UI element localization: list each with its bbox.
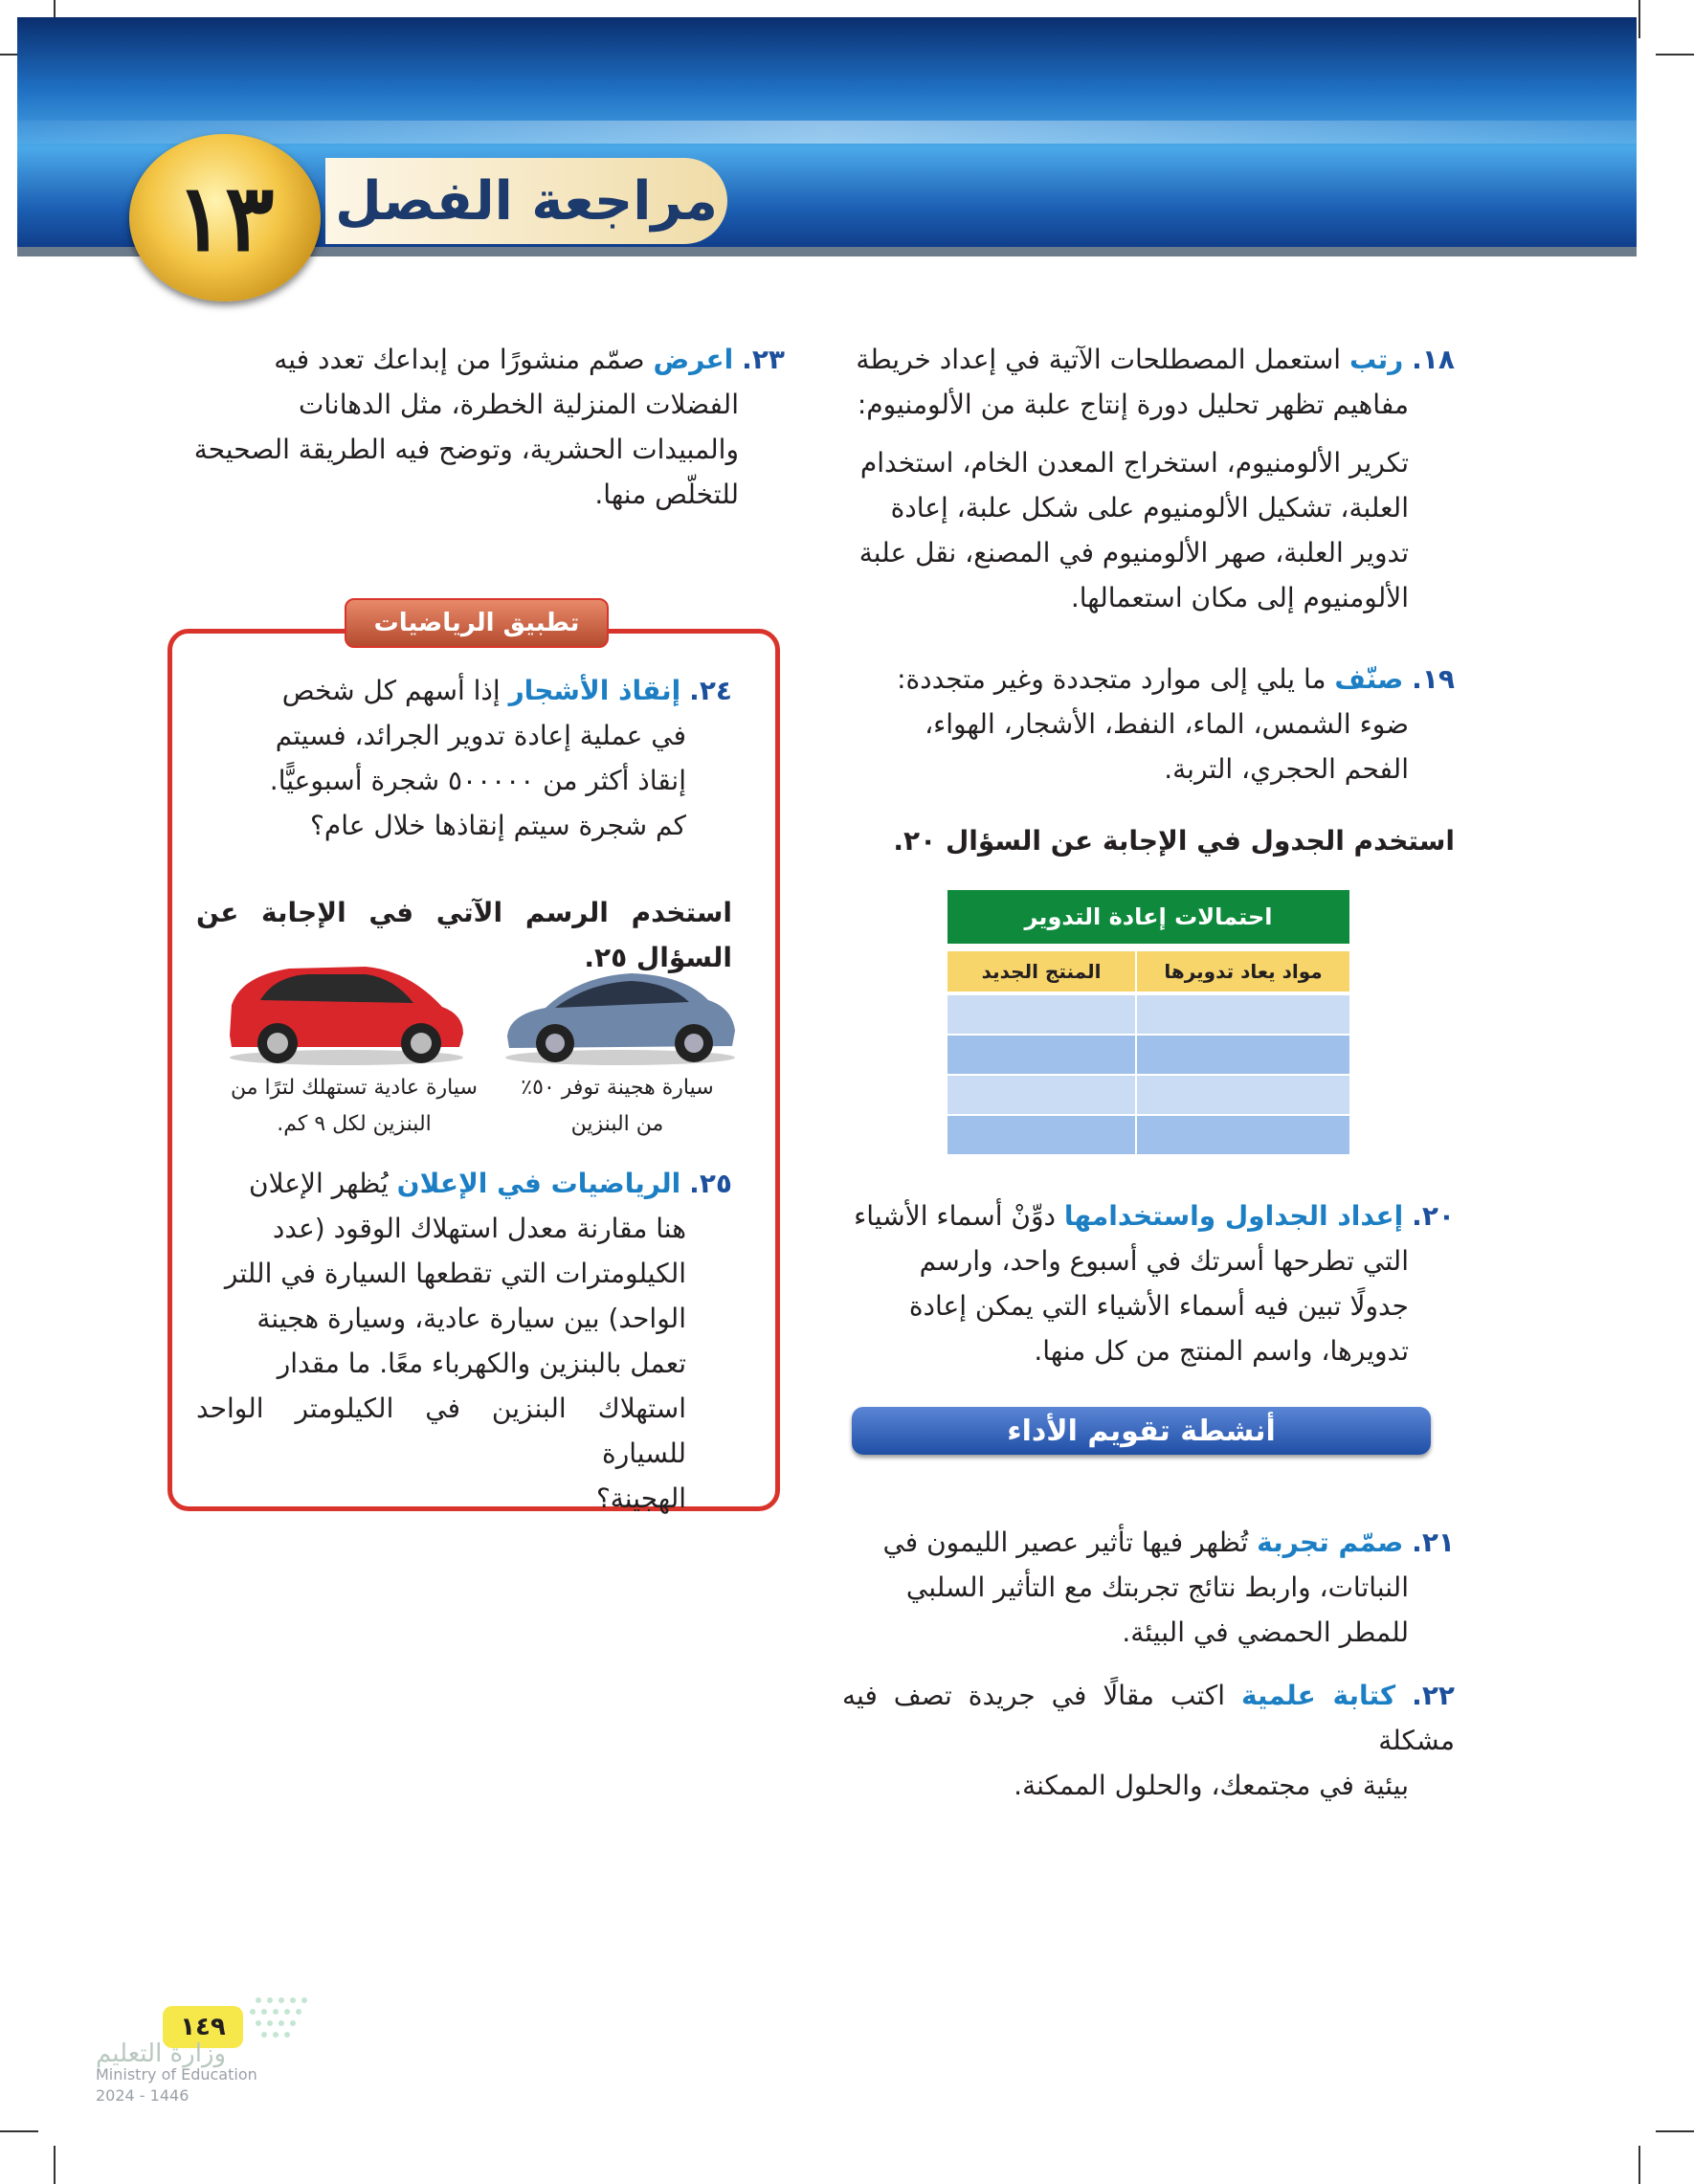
question-23 xyxy=(172,337,785,517)
question-keyword: رتب xyxy=(1349,344,1404,375)
caption-line: البنزين لكل ٩ كم. xyxy=(277,1112,432,1136)
table-cell xyxy=(947,1076,1135,1114)
question-text: اكتب مقالًا في جريدة تصف فيه مشكلة xyxy=(842,1680,1455,1756)
table-header-materials: مواد يعاد تدويرها xyxy=(1137,951,1349,992)
crop-mark xyxy=(1656,2130,1694,2132)
crop-mark xyxy=(1638,2146,1640,2184)
page-number: ١٤٩ xyxy=(163,2006,243,2048)
chapter-number: ١٣ xyxy=(175,164,275,272)
question-21 xyxy=(842,1520,1455,1655)
crop-mark xyxy=(54,2146,56,2184)
question-number: ١٨. xyxy=(1412,344,1455,375)
table-cell xyxy=(947,1036,1135,1074)
question-text: جدولًا تبين فيه أسماء الأشياء التي يمكن إعادة xyxy=(908,1290,1409,1322)
question-text: استهلاك البنزين في الكيلومتر الواحد للسيارة xyxy=(196,1393,686,1469)
question-keyword: صنّف xyxy=(1334,663,1404,695)
terms-line: تكرير الألومنيوم، استخراج المعدن الخام، استخدام xyxy=(859,447,1409,479)
question-text: النباتات، واربط نتائج تجربتك مع التأثير السلبي xyxy=(905,1571,1409,1603)
question-text: بيئية في مجتمعك، والحلول الممكنة. xyxy=(1014,1770,1409,1801)
table-cell xyxy=(1137,1036,1349,1074)
question-keyword: صمّم تجربة xyxy=(1257,1527,1404,1558)
question-text: والمبيدات الحشرية، وتوضح فيه الطريقة الصحيحة xyxy=(193,434,739,465)
crop-mark xyxy=(1638,0,1640,38)
ministry-year: 2024 - 1446 xyxy=(96,2086,189,2105)
hybrid-car-image xyxy=(498,962,742,1067)
crop-mark xyxy=(0,2130,38,2132)
question-text: في عملية إعادة تدوير الجرائد، فسيتم xyxy=(275,720,686,751)
question-text: إنقاذ أكثر من ٥٠٠٠٠٠ شجرة أسبوعيًّا. xyxy=(269,765,686,796)
terms-line: تدوير العلبة، صهر الألومنيوم في المصنع، نقل علبة xyxy=(858,537,1409,568)
question-number: ٢٠. xyxy=(1412,1200,1455,1232)
question-text: الفضلات المنزلية الخطرة، مثل الدهانات xyxy=(299,389,739,420)
q21-line xyxy=(842,1520,1455,1565)
question-text: إذا أسهم كل شخص xyxy=(281,675,501,706)
question-text: كم شجرة سيتم إنقاذها خلال عام؟ xyxy=(310,810,686,841)
q20-line xyxy=(842,1193,1455,1238)
question-19 xyxy=(842,657,1455,791)
question-text: الفحم الحجري، التربة. xyxy=(1164,753,1409,785)
question-22 xyxy=(842,1673,1455,1808)
figure-instruction: استخدم الرسم الآتي في الإجابة عن السؤال ٢٥. xyxy=(196,897,732,973)
table-instruction: استخدم الجدول في الإجابة عن السؤال ٢٠. xyxy=(893,825,1455,857)
question-20 xyxy=(842,1193,1455,1373)
q18-line xyxy=(842,337,1455,382)
table-title: احتمالات إعادة التدوير xyxy=(947,890,1349,944)
question-25 xyxy=(196,1161,732,1521)
q24-line xyxy=(196,668,732,713)
question-keyword: كتابة علمية xyxy=(1240,1680,1396,1711)
table-cell xyxy=(1137,1116,1349,1154)
question-text: الكيلومترات التي تقطعها السيارة في اللتر xyxy=(224,1258,686,1289)
q25-line xyxy=(196,1161,732,1206)
question-number: ١٩. xyxy=(1412,663,1455,695)
question-text: للتخلّص منها. xyxy=(594,479,739,510)
caption-line: سيارة هجينة توفر ٥٠٪ xyxy=(521,1076,714,1100)
question-text: الواحد) بين سيارة عادية، وسيارة هجينة xyxy=(256,1303,686,1334)
question-text: دوِّنْ أسماء الأشياء xyxy=(854,1200,1056,1232)
question-18 xyxy=(842,337,1455,620)
regular-car-caption xyxy=(215,1070,493,1143)
question-keyword: الرياضيات في الإعلان xyxy=(396,1168,681,1199)
question-text: تدويرها، واسم المنتج من كل منها. xyxy=(1034,1335,1409,1367)
table-header-product: المنتج الجديد xyxy=(947,951,1135,992)
question-text: تُظهر فيها تأثير عصير الليمون في xyxy=(882,1527,1249,1558)
chapter-number-badge xyxy=(129,134,321,301)
chapter-title: مراجعة الفصل xyxy=(325,158,727,244)
recycling-table xyxy=(947,890,1349,1161)
caption-line: من البنزين xyxy=(570,1112,664,1136)
question-text: استعمل المصطلحات الآتية في إعداد خريطة xyxy=(856,344,1342,375)
terms-line: الألومنيوم إلى مكان استعمالها. xyxy=(1070,582,1409,613)
q23-line xyxy=(172,337,785,382)
question-text: تعمل بالبنزين والكهرباء معًا. ما مقدار xyxy=(277,1348,686,1379)
crop-mark xyxy=(1656,54,1694,56)
table-cell xyxy=(1137,1076,1349,1114)
question-text: الهجينة؟ xyxy=(595,1482,686,1514)
regular-car-image xyxy=(222,957,471,1067)
question-number: ٢٤. xyxy=(689,675,732,706)
table-cell xyxy=(947,995,1135,1034)
question-text: للمطر الحمضي في البيئة. xyxy=(1122,1616,1409,1648)
question-text: صمّم منشورًا من إبداعك تعدد فيه xyxy=(274,344,645,375)
hybrid-car-caption xyxy=(493,1070,742,1143)
table-cell xyxy=(947,1116,1135,1154)
math-application-tab: تطبيق الرياضيات xyxy=(345,598,609,648)
performance-activities-title: أنشطة تقويم الأداء xyxy=(852,1407,1431,1455)
question-text: ما يلي إلى موارد متجددة وغير متجددة: xyxy=(897,663,1326,695)
ministry-name-en: Ministry of Education xyxy=(96,2065,257,2084)
question-number: ٢١. xyxy=(1412,1527,1455,1558)
terms-block xyxy=(842,440,1455,620)
terms-line: العلبة، تشكيل الألومنيوم على شكل علبة، إعادة xyxy=(890,492,1409,524)
question-text: هنا مقارنة معدل استهلاك الوقود (عدد xyxy=(272,1213,686,1244)
question-text: التي تطرحها أسرتك في أسبوع واحد، وارسم xyxy=(919,1245,1409,1277)
question-number: ٢٥. xyxy=(689,1168,732,1199)
question-text: يُظهر الإعلان xyxy=(249,1168,389,1199)
question-keyword: اعرض xyxy=(653,344,734,375)
question-text: مفاهيم تظهر تحليل دورة إنتاج علبة من الألومنيوم: xyxy=(857,389,1409,420)
caption-line: سيارة عادية تستهلك لترًا من xyxy=(231,1076,478,1100)
q19-line xyxy=(842,657,1455,702)
question-number: ٢٢. xyxy=(1412,1680,1455,1711)
ministry-name-ar: وزارة التعليم xyxy=(96,2039,227,2068)
question-number: ٢٣. xyxy=(742,344,785,375)
question-24 xyxy=(196,668,732,848)
q22-line xyxy=(842,1673,1455,1763)
question-keyword: إنقاذ الأشجار xyxy=(508,675,681,706)
question-keyword: إعداد الجداول واستخدامها xyxy=(1063,1200,1404,1232)
question-text: ضوء الشمس، الماء، النفط، الأشجار، الهواء، xyxy=(925,708,1409,740)
table-cell xyxy=(1137,995,1349,1034)
ministry-footer xyxy=(96,2039,287,2106)
